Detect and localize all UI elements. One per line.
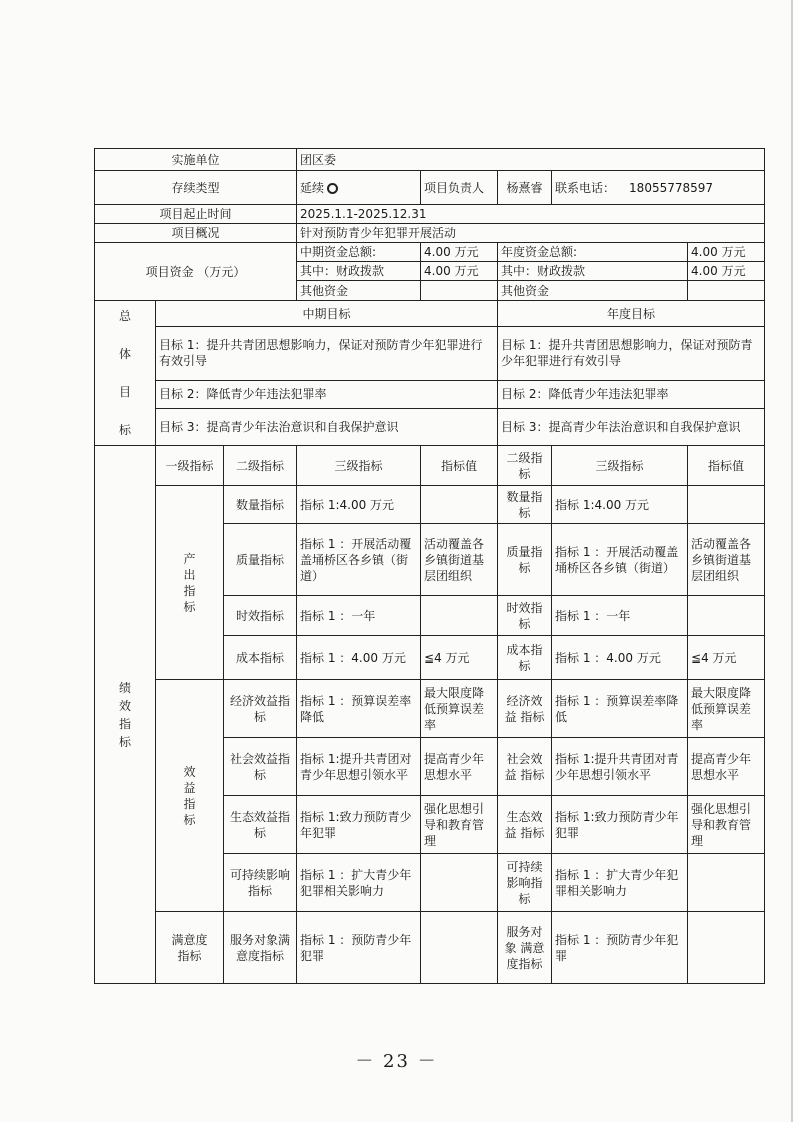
period-value: 2025.1.1-2025.12.31 bbox=[297, 205, 765, 224]
unit-label: 实施单位 bbox=[95, 149, 297, 171]
type-value: 延续 bbox=[300, 180, 325, 195]
funds-label: 项目资金 （万元） bbox=[95, 243, 297, 301]
table-row-l2b: 服务对象 满意度指标 bbox=[498, 912, 552, 984]
unit-value: 团区委 bbox=[297, 149, 765, 171]
benefit-label: 效益指标 bbox=[156, 680, 224, 912]
table-row-valb: 最大限度降低预算误差率 bbox=[688, 680, 765, 738]
mid-other-label: 其他资金 bbox=[297, 281, 421, 301]
table-row-l3b: 指标 1 ：扩大青少年犯罪相关影响力 bbox=[552, 854, 688, 912]
table-row-l2b: 生态效益 指标 bbox=[498, 796, 552, 854]
table-row-l3: 指标 1:致力预防青少年犯罪 bbox=[297, 796, 421, 854]
table-row-val: ≦4 万元 bbox=[421, 636, 498, 680]
table-row-valb: ≦4 万元 bbox=[688, 636, 765, 680]
table-row-l3b: 指标 1:4.00 万元 bbox=[552, 486, 688, 524]
phone-label: 联系电话： bbox=[555, 180, 616, 195]
output-label: 产出指标 bbox=[156, 486, 224, 680]
perf-side-label: 绩效指标 bbox=[95, 446, 156, 984]
year-total-value: 4.00 万元 bbox=[688, 243, 765, 262]
table-row-l2: 可持续影响 指标 bbox=[224, 854, 297, 912]
perf-header-val: 指标值 bbox=[421, 446, 498, 486]
year-fiscal-label: 其中：财政拨款 bbox=[498, 262, 688, 281]
year-other-value bbox=[688, 281, 765, 301]
table-row-l2: 经济效益指标 bbox=[224, 680, 297, 738]
year-goal-header: 年度目标 bbox=[498, 301, 765, 327]
mid-fiscal-value: 4.00 万元 bbox=[421, 262, 498, 281]
table-row-valb: 活动覆盖各乡镇街道基层团组织 bbox=[688, 524, 765, 596]
overview-label: 项目概况 bbox=[95, 224, 297, 243]
table-row-l2: 质量指标 bbox=[224, 524, 297, 596]
table-row-l3: 指标 1 ：预算误差率降低 bbox=[297, 680, 421, 738]
perf-header-l3b: 三级指标 bbox=[552, 446, 688, 486]
phone-cell bbox=[552, 171, 765, 205]
phone-value: 18055778597 bbox=[629, 180, 714, 195]
perf-header-l2b: 二级指标 bbox=[498, 446, 552, 486]
type-label: 存续类型 bbox=[95, 171, 297, 205]
year-fiscal-value: 4.00 万元 bbox=[688, 262, 765, 281]
table-row-val: 最大限度降低预算误差率 bbox=[421, 680, 498, 738]
table-row-l3: 指标 1 ：一年 bbox=[297, 596, 421, 636]
table-row-l2b: 数量指标 bbox=[498, 486, 552, 524]
perf-header-l2: 二级指标 bbox=[224, 446, 297, 486]
goals-side-char: 总 bbox=[118, 309, 131, 323]
goals-side-char: 体 bbox=[118, 347, 131, 361]
table-row-l3: 指标 1 ：开展活动覆盖埇桥区各乡镇（街道） bbox=[297, 524, 421, 596]
table-row-l2: 数量指标 bbox=[224, 486, 297, 524]
table-row-valb bbox=[688, 912, 765, 984]
table-row-val: 提高青少年思想水平 bbox=[421, 738, 498, 796]
table-row-val bbox=[421, 912, 498, 984]
year-total-label: 年度资金总额: bbox=[498, 243, 688, 262]
table-row-l2: 成本指标 bbox=[224, 636, 297, 680]
year-goal-2: 目标 2：降低青少年违法犯罪率 bbox=[498, 380, 765, 408]
table-row-l2b: 质量指标 bbox=[498, 524, 552, 596]
leader-value: 杨熹睿 bbox=[498, 171, 552, 205]
year-other-label: 其他资金 bbox=[498, 281, 688, 301]
project-table bbox=[94, 148, 765, 984]
mid-other-value bbox=[421, 281, 498, 301]
mid-total-label: 中期资金总额: bbox=[297, 243, 421, 262]
table-row-l3: 指标 1 ：扩大青少年犯罪相关影响力 bbox=[297, 854, 421, 912]
leader-label: 项目负责人 bbox=[421, 171, 498, 205]
table-row-l2: 生态效益指标 bbox=[224, 796, 297, 854]
table-row-l2b: 社会效益 指标 bbox=[498, 738, 552, 796]
table-row-valb bbox=[688, 854, 765, 912]
table-row-l2b: 经济效益 指标 bbox=[498, 680, 552, 738]
table-row-val: 活动覆盖各乡镇街道基层团组织 bbox=[421, 524, 498, 596]
mid-fiscal-label: 其中：财政拨款 bbox=[297, 262, 421, 281]
table-row-l3: 指标 1 ：预防青少年犯罪 bbox=[297, 912, 421, 984]
table-row-l3b: 指标 1 ：开展活动覆盖埇桥区各乡镇（街道） bbox=[552, 524, 688, 596]
table-row-val bbox=[421, 486, 498, 524]
table-row-l3b: 指标 1:提升共青团对青少年思想引领水平 bbox=[552, 738, 688, 796]
period-label: 项目起止时间 bbox=[95, 205, 297, 224]
perf-header-l1: 一级指标 bbox=[156, 446, 224, 486]
mid-goal-1: 目标 1：提升共青团思想影响力，保证对预防青少年犯罪进行有效引导 bbox=[156, 327, 498, 380]
table-row-l2: 服务对象满意度指标 bbox=[224, 912, 297, 984]
table-row-valb: 强化思想引导和教育管理 bbox=[688, 796, 765, 854]
mid-goal-header: 中期目标 bbox=[156, 301, 498, 327]
year-goal-3: 目标 3：提高青少年法治意识和自我保护意识 bbox=[498, 408, 765, 445]
table-row-val: 强化思想引导和教育管理 bbox=[421, 796, 498, 854]
table-row-l2: 社会效益指标 bbox=[224, 738, 297, 796]
perf-header-l3: 三级指标 bbox=[297, 446, 421, 486]
perf-header-valb: 指标值 bbox=[688, 446, 765, 486]
table-row-l3b: 指标 1 ：预算误差率降低 bbox=[552, 680, 688, 738]
table-row-l3: 指标 1:4.00 万元 bbox=[297, 486, 421, 524]
table-row-l2: 时效指标 bbox=[224, 596, 297, 636]
mid-total-value: 4.00 万元 bbox=[421, 243, 498, 262]
table-row-valb bbox=[688, 486, 765, 524]
radio-selected-icon bbox=[327, 183, 338, 194]
table-row-l2b: 时效指标 bbox=[498, 596, 552, 636]
goals-side-char: 目 bbox=[118, 385, 131, 399]
mid-goal-2: 目标 2：降低青少年违法犯罪率 bbox=[156, 380, 498, 408]
table-row-l2b: 成本指标 bbox=[498, 636, 552, 680]
mid-goal-3: 目标 3：提高青少年法治意识和自我保护意识 bbox=[156, 408, 498, 445]
table-row-l3b: 指标 1 ：预防青少年犯罪 bbox=[552, 912, 688, 984]
table-row-valb bbox=[688, 596, 765, 636]
table-row-val bbox=[421, 596, 498, 636]
table-row-valb: 提高青少年思想水平 bbox=[688, 738, 765, 796]
year-goal-1: 目标 1：提升共青团思想影响力，保证对预防青少年犯罪进行有效引导 bbox=[498, 327, 765, 380]
table-row-l3b: 指标 1 ：一年 bbox=[552, 596, 688, 636]
table-row-l3b: 指标 1:致力预防青少年犯罪 bbox=[552, 796, 688, 854]
type-cell bbox=[297, 171, 421, 205]
goals-side-label bbox=[95, 301, 156, 446]
goals-side-char: 标 bbox=[118, 423, 131, 437]
page-number: － 23 － bbox=[355, 1051, 438, 1072]
overview-value: 针对预防青少年犯罪开展活动 bbox=[297, 224, 765, 243]
table-row-val bbox=[421, 854, 498, 912]
table-row-l2b: 可持续影响指标 bbox=[498, 854, 552, 912]
satisfaction-label: 满意度指标 bbox=[156, 912, 224, 984]
table-row-l3b: 指标 1 ：4.00 万元 bbox=[552, 636, 688, 680]
table-row-l3: 指标 1:提升共青团对青少年思想引领水平 bbox=[297, 738, 421, 796]
table-row-l3: 指标 1 ：4.00 万元 bbox=[297, 636, 421, 680]
